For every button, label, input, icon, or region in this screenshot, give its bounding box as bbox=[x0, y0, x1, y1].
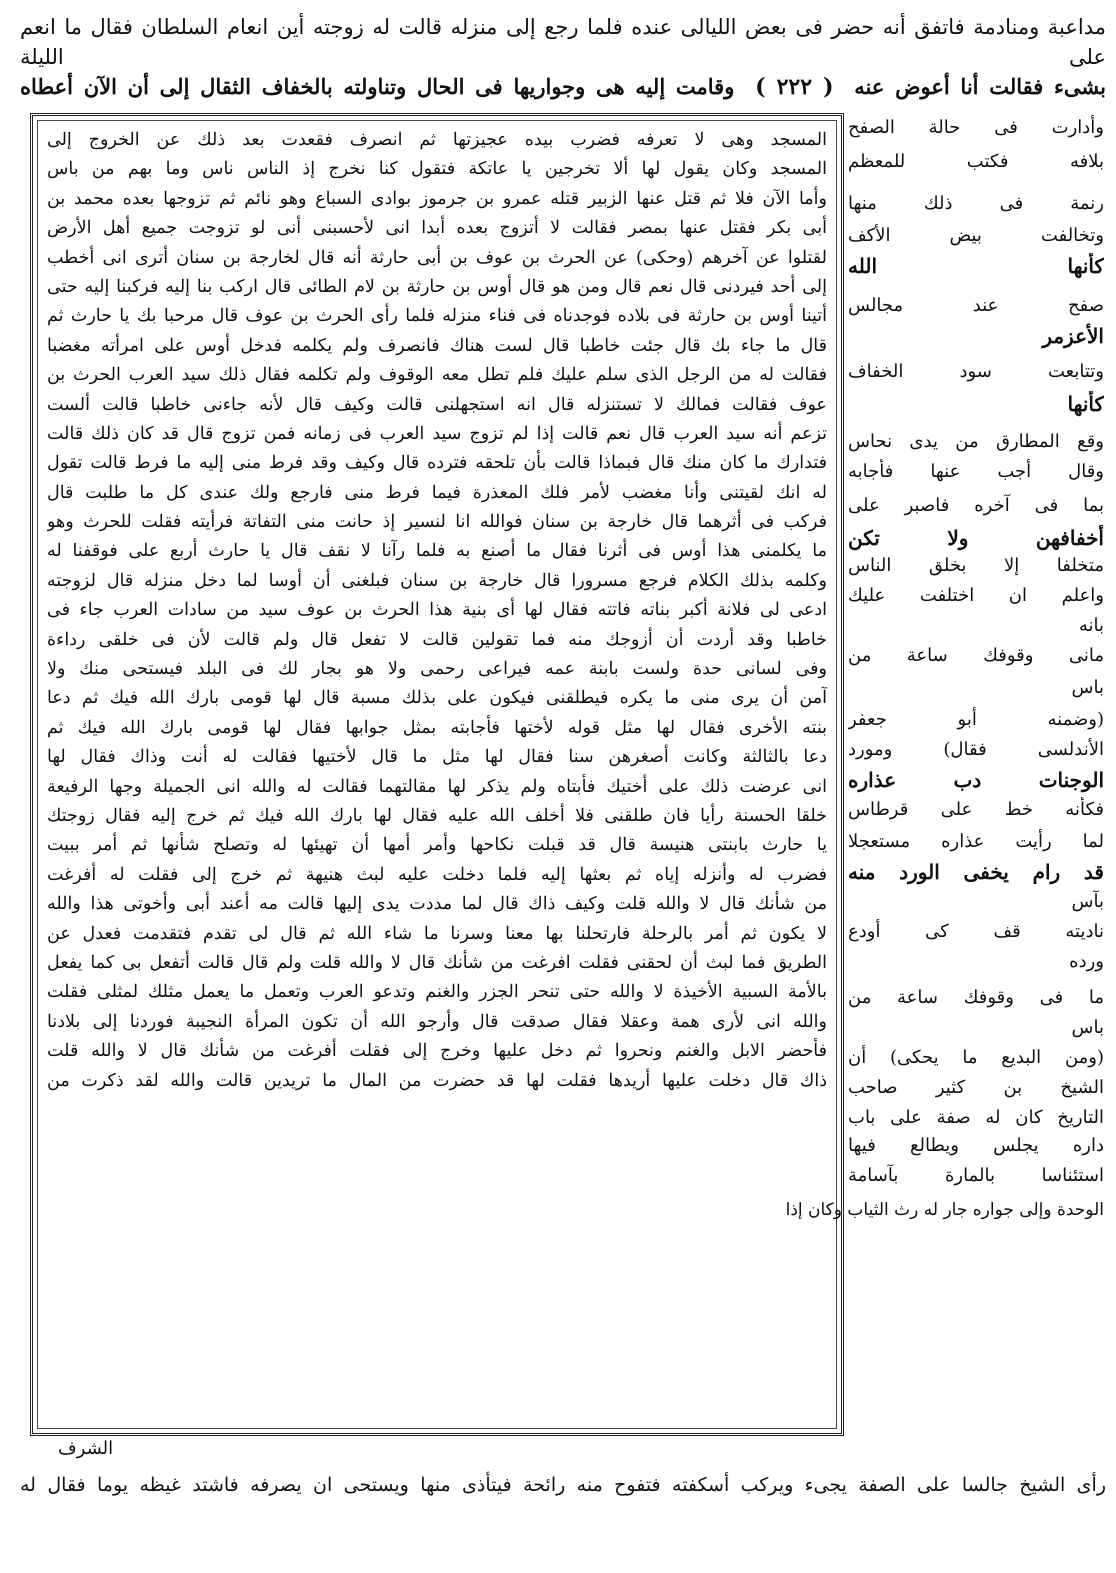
margin-line: ناديته قف كى أودع bbox=[848, 921, 1104, 942]
main-text-line: فضرب له وأنزله إياه ثم بعثها إليه فلما دخلت عليه لبث هنيهة ثم خرج إلى فقلت له أفرغت bbox=[47, 864, 827, 885]
main-text-line: خاطبا وقد أردت أن أزوجك منه فما تقولين قالت لا تفعل قال ولم قالت لأن فى خلقى رداءة bbox=[47, 629, 827, 650]
margin-line: باس bbox=[1071, 1017, 1104, 1038]
margin-line: وتخالفت بيض الأكف bbox=[848, 225, 1104, 246]
margin-line: بما فى آخره فاصبر على bbox=[848, 495, 1104, 516]
main-text-line: والله انى لأرى همة وعقلا فقال صدقت قال وأرجو الله أن تكون المرأة النجيبة فوردنا إلى بلادنا bbox=[47, 1011, 827, 1032]
top-line-2 bbox=[20, 72, 1106, 102]
main-text-line: آمن أن يرى منى ما يكره فيطلقنى فيكون على بذلك مسبة قال لها قومى بارك الله فيك ثم دعا bbox=[47, 688, 827, 709]
margin-line: الوجنات دب عذاره bbox=[848, 768, 1104, 792]
main-text-line: بنته الأخرى فقال لها مثل قوله لأختها فأجابته بمثل جوابها فقال لها قومى بارك الله فيك ثم bbox=[47, 717, 827, 738]
main-text-line: خلقا الحسنة رأيا فان طلقنى فلا أخلف الله عليه فقال لها بارك الله فيك ثم خرج إليه فقال زوجتك bbox=[47, 805, 827, 826]
margin-line: الوحدة وإلى جواره جار له رث الثياب وكان إذا bbox=[785, 1200, 1104, 1220]
margin-line: قد رام يخفى الورد منه bbox=[848, 860, 1104, 884]
main-text-line: من شأنك قال لا والله قلت وكيف ذاك قال لما مددت يدى إليها قالت مه أعند أبى وأخوتى هذا والله bbox=[47, 894, 827, 915]
page-number: ( ٢٢٢ ) bbox=[755, 74, 834, 100]
margin-line: الأندلسى فقال) ومورد bbox=[848, 739, 1104, 760]
top-line-1: مداعبة ومنادمة فاتفق أنه حضر فى بعض الليالى عنده فلما رجع إلى منزله قالت له زوجته أين انعام السلطان فقال ما انعم على الليلة bbox=[20, 15, 1106, 69]
margin-line: (وضمنه أبو جعفر bbox=[848, 709, 1104, 730]
bottom-text-block bbox=[20, 1470, 1106, 1500]
margin-line: باس bbox=[1071, 677, 1104, 698]
margin-line: كأنها الله bbox=[848, 254, 1104, 278]
main-text-line: المسجد وهى لا تعرفه فضرب بيده عجيزتها ثم انصرف فقعدت بعد ذلك عن الخروج إلى bbox=[47, 130, 827, 150]
margin-line: استئناسا بالمارة بآسامة bbox=[848, 1165, 1104, 1186]
main-text-line: وفى لسانى حدة ولست بابنة عمه فيراعى رحمى ولا هو بجار لك فى البلد فيستحى منك ولا bbox=[47, 659, 827, 680]
margin-line: أخفافهن ولا تكن bbox=[848, 526, 1104, 550]
main-text-line: فقالت له من الرجل الذى سلم عليك فلم تطل معه الوقوف ولم تكلمه فقال ذلك سيد العرب الحرث بن bbox=[47, 365, 827, 386]
margin-line: وأدارت فى حالة الصفح bbox=[848, 117, 1104, 138]
margin-commentary-column bbox=[785, 113, 1104, 1436]
margin-line: بآس bbox=[1071, 891, 1104, 912]
bottom-line-1: رأى الشيخ جالسا على الصفة يجىء ويركب أسكفته فتفوح منه رائحة فيتأذى منها ويستحى ان يصرفه فاشتد غيظه يوما فقال له bbox=[20, 1474, 1106, 1496]
margin-line: كأنها bbox=[1067, 392, 1104, 416]
footer-catchword: الشرف bbox=[58, 1438, 114, 1459]
main-text-line: المسجد وكان يقول لها ألا تخرجين يا عاتكة فتقول كنا نخرج إذ الناس ناس وما بهم من باس bbox=[47, 159, 827, 180]
main-text-line: يا حارث بابنتى هنيسة قال قد قبلت نكاحها وأمر أمها أن تهيئها له وتصلح شأنها ثم أمر ببيت bbox=[47, 835, 827, 856]
main-text-line: قال ما جاء بك قال جئت خاطبا قال لست هناك فانصرف ولم يكلمه فدخل أوس على امرأته مغضبا bbox=[47, 335, 827, 356]
main-text-line: أبى بكر فقتل عنها بمصر فقالت لا أتزوج بعده أبدا انى لأحسبنى أنى لو تزوجت جميع أهل الأرض bbox=[47, 218, 827, 239]
main-text-line: وأما الآن فلا ثم قتل عنها الزبير قتله عمرو بن جرموز بوادى السباع وهو نائم ثم تزوجها بعده محمد بن bbox=[47, 188, 827, 209]
margin-line: ورده bbox=[1069, 951, 1104, 972]
main-text-line: بالأمة السبية الأخيذة لا والله حتى تنحر الجزر والغنم وتدعو العرب وتعمل ما يعمل مثلك لمثلى فقلت bbox=[47, 982, 827, 1003]
main-text-line: أتينا أوس بن حارثة فى بلاده فوجدناه فى فناء منزله فلما رأى الحرث بن عوف قال مرحبا بك يا حارث ثم bbox=[47, 306, 827, 327]
top-text-block bbox=[20, 12, 1106, 102]
main-text-line: لا يكون ثم أمر بالرحلة فارتحلنا بها معنا وسرنا ما شاء الله ثم قال لى تقدم فتقدمت فعدل عن bbox=[47, 923, 827, 944]
margin-line: (ومن البديع ما يحكى) أن bbox=[848, 1047, 1104, 1068]
main-text-line: الطريق فما لبث أن لحقنى فقلت افرغت من شأنك قال لا والله قلت ولم قال قالت أتفعل بى كما يفعل bbox=[47, 952, 827, 973]
main-text-line: ذاك قال دخلت عليها أريدها فقلت لها قد حضرت من المال ما تريدين قالت والله لقد ذكرت من bbox=[47, 1070, 827, 1091]
main-text-line: فركب فى أثرهما قال خارجة بن سنان فوالله انا لنسير إذ حانت منى التفاتة فرأيته فقلت للحرث وهو bbox=[47, 512, 827, 533]
margin-line: الأعزمر bbox=[1042, 324, 1104, 348]
main-text-line: إلى أحد فيردنى قال نعم قال ومن هو قال أوس بن حارثة بن لام الطائى قال اركب بنا إليه فركبنا إليه حتى bbox=[47, 276, 827, 297]
main-text-body bbox=[47, 126, 827, 1096]
main-text-line: لقتلوا عن آخرهم (وحكى) عن الحرث بن عوف بن أبى حارثة أنه قال لخارجة بن سنان أترى انى أخطب bbox=[47, 247, 827, 268]
margin-line: بانه bbox=[1078, 615, 1104, 636]
main-text-line: تزعم أنه سيد العرب قال نعم قالت إذا لم تزوج سيد العرب فى زمانه فمن تزوج قال قد كان ذلك قالت bbox=[47, 423, 827, 444]
margin-line: واعلم ان اختلفت عليك bbox=[848, 585, 1104, 606]
main-text-line: دعا بالثالثة وكانت أصغرهن سنا فقال لها مثل ما قال لأختيها فقالت له أنت وذاك فقال لها bbox=[47, 747, 827, 768]
main-text-line: ادعى لى فلانة أكبر بناته فاتته فقال لها أى بنية هذا الحرث بن عوف سيد من سادات العرب جاء فى bbox=[47, 600, 827, 621]
margin-line: متخلفا إلا بخلق الناس bbox=[848, 555, 1104, 576]
main-text-line: انى عرضت ذلك على أختيك فأبتاه ولم يذكر لها مقالتهما فقالت له والله انى الجميلة وجها الرفيعة bbox=[47, 776, 827, 797]
margin-line: داره يجلس ويطالع فيها bbox=[848, 1135, 1104, 1156]
main-text-frame bbox=[30, 113, 844, 1436]
margin-line: صفح عند مجالس bbox=[848, 295, 1104, 316]
main-text-line: وكلمه بذلك الكلام فرجع مسرورا قال خارجة بن سنان فبلغنى أن أوسا لما دخل منزله قال لزوجته bbox=[47, 570, 827, 591]
top-line-2-tail: وقامت إليه هى وجواريها فى الحال وتناولته بالخفاف الثقال إلى أن الآن أعطاه bbox=[20, 74, 735, 99]
margin-line: لما رأيت عذاره مستعجلا bbox=[848, 831, 1104, 852]
margin-line: وتتابعت سود الخفاف bbox=[848, 361, 1104, 382]
margin-line: ما فى وقوفك ساعة من bbox=[848, 987, 1104, 1008]
margin-line: الشيخ بن كثير صاحب bbox=[848, 1077, 1104, 1098]
margin-line: فكأنه خط على قرطاس bbox=[848, 799, 1104, 820]
top-line-2-text: بشىء فقالت أنا أعوض عنه bbox=[854, 74, 1106, 99]
main-text-line: فأحضر الابل والغنم ونحروا ثم دخل عليها وخرج إلى فقلت أفرغت من شأنك قال لا والله قلت bbox=[47, 1041, 827, 1062]
main-text-line: له انك لقيتنى وأنا مغضب لأمر فلك المعذرة فيما فرط منى فارجع ولك عندى كل ما طلبت قال bbox=[47, 482, 827, 503]
margin-line: وقال أجب عنها فأجابه bbox=[848, 461, 1104, 482]
margin-line: مانى وقوفك ساعة من bbox=[848, 645, 1104, 666]
main-text-line: عوف فقالت فمالك لا تستنزله قال انه استجهلنى قالت وكيف قال لأنه جاءنى خاطبا قالت ألست bbox=[47, 394, 827, 415]
margin-line: بلافه فكتب للمعظم bbox=[848, 151, 1104, 172]
margin-line: رنمة فى ذلك منها bbox=[848, 193, 1104, 214]
main-text-line: ما يكلمنى هذا أوس فى أثرنا فقال ما أصنع به فلما رآنا لا نقف قال يا حارث أربع على فوقفنا له bbox=[47, 541, 827, 562]
margin-line: وقع المطارق من يدى نحاس bbox=[848, 431, 1104, 452]
margin-line: التاريخ كان له صفة على باب bbox=[848, 1107, 1104, 1128]
main-text-line: فتدارك ما كان منك قال فبماذا قالت بأن تلحقه فترده قال وكيف وقد فرط منى إليه ما فرط قالت تقول bbox=[47, 453, 827, 474]
